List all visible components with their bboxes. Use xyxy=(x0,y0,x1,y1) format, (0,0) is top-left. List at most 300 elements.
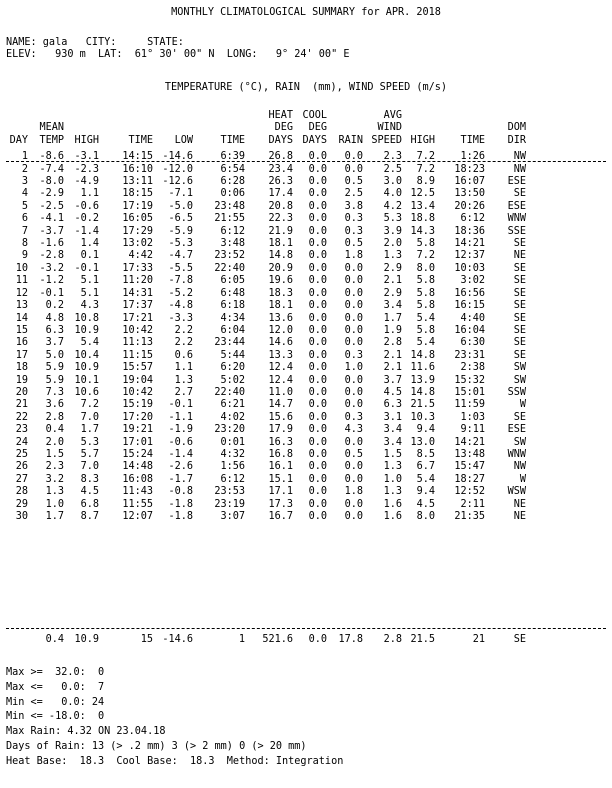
cell-wind-high: 9.4 xyxy=(416,424,435,436)
cell-day: 2 xyxy=(21,163,28,175)
cell-rain: 0.0 xyxy=(344,163,363,175)
cell-avg-wind-speed: 1.6 xyxy=(383,498,402,510)
cell-day: 7 xyxy=(21,225,28,237)
cell-day: 30 xyxy=(15,511,28,522)
totals-values xyxy=(6,634,526,646)
cell-rain: 1.8 xyxy=(344,250,363,262)
cell-avg-wind-speed: 2.1 xyxy=(383,349,402,361)
cell-cool-deg-days: 0.0 xyxy=(308,262,327,274)
units-line: TEMPERATURE (°C), RAIN (mm), WIND SPEED (m/s) xyxy=(164,82,448,93)
cell-dom-dir: SW xyxy=(513,436,526,448)
table-row xyxy=(6,226,526,238)
cell-heat-deg-days: 12.4 xyxy=(268,362,293,374)
cell-heat-deg-days: 20.9 xyxy=(268,262,293,274)
column-header-dom-dir: DOM xyxy=(507,122,526,134)
cell-rain: 0.0 xyxy=(344,511,363,522)
total-heat-deg-days: 521.6 xyxy=(262,634,293,645)
cell-high-time: 17:01 xyxy=(122,436,153,448)
cell-low-time: 1:56 xyxy=(220,461,245,473)
cell-wind-high-time: 9:11 xyxy=(460,424,485,436)
cell-low-time: 22:40 xyxy=(214,262,245,274)
total-rain: 17.8 xyxy=(338,634,363,645)
table-row xyxy=(6,263,526,275)
table-row xyxy=(6,164,526,176)
cell-wind-high-time: 15:01 xyxy=(454,386,485,398)
cell-high-time: 11:55 xyxy=(122,498,153,510)
cell-low-time: 6:39 xyxy=(220,151,245,163)
cell-dom-dir: SSE xyxy=(507,225,526,237)
cell-day: 20 xyxy=(15,386,28,398)
cell-avg-wind-speed: 2.1 xyxy=(383,275,402,287)
cell-high-time: 13:11 xyxy=(122,176,153,188)
cell-day: 4 xyxy=(21,188,28,200)
cell-low-temp: -5.0 xyxy=(168,200,193,212)
cell-mean-temp: -8.6 xyxy=(39,151,64,163)
station-name-line: NAME: gala CITY: STATE: xyxy=(6,37,184,48)
cell-rain: 0.0 xyxy=(344,324,363,336)
cell-high-time: 17:20 xyxy=(122,411,153,423)
cell-mean-temp: -0.1 xyxy=(39,287,64,299)
cell-high-time: 17:33 xyxy=(122,262,153,274)
cell-wind-high: 8.0 xyxy=(416,511,435,522)
cell-cool-deg-days: 0.0 xyxy=(308,424,327,436)
cell-high-time: 4:42 xyxy=(128,250,153,262)
cell-high-temp: 6.8 xyxy=(80,498,99,510)
cell-wind-high: 13.0 xyxy=(410,436,435,448)
cell-avg-wind-speed: 1.3 xyxy=(383,461,402,473)
cell-avg-wind-speed: 4.2 xyxy=(383,200,402,212)
table-row xyxy=(6,461,526,473)
total-high-time: 15 xyxy=(140,634,153,645)
cell-high-temp: -0.2 xyxy=(74,213,99,225)
column-header-wind-high-time: TIME xyxy=(460,134,485,146)
cell-low-temp: -5.2 xyxy=(168,287,193,299)
cell-heat-deg-days: 16.7 xyxy=(268,511,293,522)
cell-low-time: 0:06 xyxy=(220,188,245,200)
footer-line: Heat Base: 18.3 Cool Base: 18.3 Method: Integration xyxy=(6,755,344,767)
cell-cool-deg-days: 0.0 xyxy=(308,461,327,473)
cell-avg-wind-speed: 1.5 xyxy=(383,448,402,460)
cell-dom-dir: NW xyxy=(513,461,526,473)
table-row xyxy=(6,188,526,200)
cell-cool-deg-days: 0.0 xyxy=(308,386,327,398)
cell-wind-high-time: 6:12 xyxy=(460,213,485,225)
cell-avg-wind-speed: 1.0 xyxy=(383,473,402,485)
cell-wind-high-time: 16:07 xyxy=(454,176,485,188)
cell-day: 13 xyxy=(15,300,28,312)
cell-wind-high: 5.8 xyxy=(416,238,435,250)
cell-heat-deg-days: 18.1 xyxy=(268,238,293,250)
cell-low-temp: -1.9 xyxy=(168,424,193,436)
cell-low-time: 6:48 xyxy=(220,287,245,299)
cell-high-temp: 4.3 xyxy=(80,300,99,312)
cell-high-temp: 7.0 xyxy=(80,411,99,423)
cell-cool-deg-days: 0.0 xyxy=(308,250,327,262)
cell-wind-high: 6.7 xyxy=(416,461,435,473)
cell-low-temp: -0.8 xyxy=(168,486,193,498)
cell-mean-temp: 5.9 xyxy=(45,362,64,374)
cell-low-time: 23:48 xyxy=(214,200,245,212)
cell-wind-high: 7.2 xyxy=(416,151,435,163)
column-header-avg-wind-speed: WIND xyxy=(377,122,402,134)
cell-high-temp: -3.1 xyxy=(74,151,99,163)
cell-wind-high-time: 12:52 xyxy=(454,486,485,498)
cell-wind-high: 18.8 xyxy=(410,213,435,225)
cell-cool-deg-days: 0.0 xyxy=(308,213,327,225)
cell-wind-high-time: 12:37 xyxy=(454,250,485,262)
cell-high-time: 19:04 xyxy=(122,374,153,386)
cell-cool-deg-days: 0.0 xyxy=(308,511,327,522)
total-dom-dir: SE xyxy=(513,634,526,645)
cell-mean-temp: 3.7 xyxy=(45,337,64,349)
cell-low-temp: -6.5 xyxy=(168,213,193,225)
cell-heat-deg-days: 18.1 xyxy=(268,300,293,312)
cell-high-temp: 5.1 xyxy=(80,275,99,287)
cell-avg-wind-speed: 6.3 xyxy=(383,399,402,411)
table-row xyxy=(6,449,526,461)
cell-low-temp: -1.4 xyxy=(168,448,193,460)
table-row xyxy=(6,474,526,486)
cell-cool-deg-days: 0.0 xyxy=(308,300,327,312)
cell-rain: 0.0 xyxy=(344,312,363,324)
cell-day: 3 xyxy=(21,176,28,188)
cell-rain: 1.8 xyxy=(344,486,363,498)
cell-high-temp: 10.4 xyxy=(74,349,99,361)
cell-heat-deg-days: 26.8 xyxy=(268,151,293,163)
cell-high-temp: 8.3 xyxy=(80,473,99,485)
cell-wind-high: 7.2 xyxy=(416,250,435,262)
cell-high-time: 17:19 xyxy=(122,200,153,212)
cell-cool-deg-days: 0.0 xyxy=(308,362,327,374)
column-header-cool-deg-days: DAYS xyxy=(302,134,327,146)
cell-rain: 3.8 xyxy=(344,200,363,212)
cell-cool-deg-days: 0.0 xyxy=(308,287,327,299)
cell-day: 15 xyxy=(15,324,28,336)
cell-wind-high-time: 6:30 xyxy=(460,337,485,349)
cell-heat-deg-days: 16.8 xyxy=(268,448,293,460)
cell-low-time: 6:04 xyxy=(220,324,245,336)
cell-high-temp: 5.3 xyxy=(80,436,99,448)
cell-dom-dir: SE xyxy=(513,411,526,423)
cell-wind-high: 9.4 xyxy=(416,486,435,498)
table-row xyxy=(6,300,526,312)
cell-wind-high-time: 2:38 xyxy=(460,362,485,374)
cell-low-temp: -1.8 xyxy=(168,498,193,510)
cell-avg-wind-speed: 2.8 xyxy=(383,337,402,349)
cell-avg-wind-speed: 3.4 xyxy=(383,436,402,448)
cell-avg-wind-speed: 1.7 xyxy=(383,312,402,324)
cell-heat-deg-days: 21.9 xyxy=(268,225,293,237)
cell-high-temp: 7.2 xyxy=(80,399,99,411)
cell-avg-wind-speed: 3.7 xyxy=(383,374,402,386)
table-row xyxy=(6,424,526,436)
cell-avg-wind-speed: 1.6 xyxy=(383,511,402,522)
cell-low-time: 3:07 xyxy=(220,511,245,522)
cell-dom-dir: SE xyxy=(513,287,526,299)
cell-dom-dir: NE xyxy=(513,498,526,510)
cell-avg-wind-speed: 2.3 xyxy=(383,151,402,163)
cell-day: 27 xyxy=(15,473,28,485)
cell-wind-high-time: 18:36 xyxy=(454,225,485,237)
cell-low-temp: 2.7 xyxy=(174,386,193,398)
cell-low-time: 4:32 xyxy=(220,448,245,460)
climate-table xyxy=(6,110,526,523)
cell-dom-dir: SE xyxy=(513,188,526,200)
cell-wind-high: 5.8 xyxy=(416,287,435,299)
cell-day: 18 xyxy=(15,362,28,374)
table-row xyxy=(6,486,526,498)
cell-mean-temp: -3.2 xyxy=(39,262,64,274)
cell-wind-high: 8.9 xyxy=(416,176,435,188)
cell-wind-high-time: 1:03 xyxy=(460,411,485,423)
cell-heat-deg-days: 12.4 xyxy=(268,374,293,386)
cell-low-temp: -1.1 xyxy=(168,411,193,423)
cell-low-time: 23:20 xyxy=(214,424,245,436)
cell-day: 28 xyxy=(15,486,28,498)
cell-low-temp: -0.6 xyxy=(168,436,193,448)
table-row xyxy=(6,313,526,325)
cell-heat-deg-days: 23.4 xyxy=(268,163,293,175)
cell-high-temp: 10.1 xyxy=(74,374,99,386)
table-row xyxy=(6,238,526,250)
cell-wind-high-time: 14:21 xyxy=(454,436,485,448)
cell-high-temp: 5.7 xyxy=(80,448,99,460)
cell-high-time: 10:42 xyxy=(122,386,153,398)
cell-low-time: 6:28 xyxy=(220,176,245,188)
cell-high-temp: 5.4 xyxy=(80,337,99,349)
cell-mean-temp: 0.4 xyxy=(45,424,64,436)
cell-high-temp: 8.7 xyxy=(80,511,99,522)
cell-avg-wind-speed: 1.9 xyxy=(383,324,402,336)
cell-wind-high: 14.8 xyxy=(410,349,435,361)
cell-low-temp: -1.8 xyxy=(168,511,193,522)
cell-low-temp: -7.8 xyxy=(168,275,193,287)
cell-wind-high-time: 16:04 xyxy=(454,324,485,336)
cell-low-time: 6:21 xyxy=(220,399,245,411)
cell-day: 25 xyxy=(15,448,28,460)
cell-wind-high-time: 15:47 xyxy=(454,461,485,473)
cell-cool-deg-days: 0.0 xyxy=(308,436,327,448)
cell-day: 9 xyxy=(21,250,28,262)
cell-day: 5 xyxy=(21,200,28,212)
column-header-high-temp: HIGH xyxy=(74,134,99,146)
cell-low-time: 6:20 xyxy=(220,362,245,374)
cell-day: 23 xyxy=(15,424,28,436)
cell-rain: 0.0 xyxy=(344,374,363,386)
column-header-wind-high xyxy=(402,122,435,134)
cell-heat-deg-days: 15.1 xyxy=(268,473,293,485)
table-row xyxy=(6,325,526,337)
cell-rain: 0.0 xyxy=(344,498,363,510)
cell-wind-high: 11.6 xyxy=(410,362,435,374)
column-header-high-time: TIME xyxy=(128,134,153,146)
cell-day: 1 xyxy=(21,151,28,163)
cell-low-time: 23:53 xyxy=(214,486,245,498)
footer-line: Max >= 32.0: 0 xyxy=(6,667,105,678)
total-wind-high-time: 21 xyxy=(472,634,485,645)
column-header-avg-wind-speed: AVG xyxy=(383,110,402,121)
cell-wind-high-time: 4:40 xyxy=(460,312,485,324)
cell-mean-temp: 2.8 xyxy=(45,411,64,423)
cell-cool-deg-days: 0.0 xyxy=(308,151,327,163)
cell-heat-deg-days: 20.8 xyxy=(268,200,293,212)
cell-mean-temp: 4.8 xyxy=(45,312,64,324)
cell-avg-wind-speed: 2.5 xyxy=(383,163,402,175)
cell-heat-deg-days: 12.0 xyxy=(268,324,293,336)
total-cool-deg-days: 0.0 xyxy=(308,634,327,645)
cell-low-time: 6:18 xyxy=(220,300,245,312)
cell-avg-wind-speed: 1.3 xyxy=(383,486,402,498)
cell-high-temp: 1.1 xyxy=(80,188,99,200)
cell-wind-high: 13.4 xyxy=(410,200,435,212)
cell-rain: 0.5 xyxy=(344,176,363,188)
cell-cool-deg-days: 0.0 xyxy=(308,188,327,200)
cell-wind-high-time: 14:21 xyxy=(454,238,485,250)
cell-cool-deg-days: 0.0 xyxy=(308,275,327,287)
cell-day: 16 xyxy=(15,337,28,349)
cell-high-temp: -0.1 xyxy=(74,262,99,274)
cell-low-time: 4:02 xyxy=(220,411,245,423)
cell-avg-wind-speed: 3.0 xyxy=(383,176,402,188)
cell-wind-high-time: 20:26 xyxy=(454,200,485,212)
total-day xyxy=(6,634,28,646)
cell-day: 10 xyxy=(15,262,28,274)
cell-low-temp: -12.6 xyxy=(162,176,193,188)
cell-wind-high-time: 16:56 xyxy=(454,287,485,299)
cell-high-temp: -2.3 xyxy=(74,163,99,175)
cell-wind-high: 7.2 xyxy=(416,163,435,175)
cell-avg-wind-speed: 5.3 xyxy=(383,213,402,225)
column-header-dom-dir xyxy=(485,110,526,122)
cell-wind-high: 5.4 xyxy=(416,337,435,349)
header-row xyxy=(6,135,526,147)
cell-high-time: 17:37 xyxy=(122,300,153,312)
column-header-cool-deg-days: DEG xyxy=(308,122,327,134)
cell-dom-dir: SW xyxy=(513,374,526,386)
column-header-cool-deg-days: COOL xyxy=(302,110,327,121)
cell-mean-temp: -8.0 xyxy=(39,176,64,188)
cell-mean-temp: 7.3 xyxy=(45,386,64,398)
column-header-avg-wind-speed: SPEED xyxy=(371,134,402,146)
cell-high-time: 15:57 xyxy=(122,362,153,374)
cell-avg-wind-speed: 2.1 xyxy=(383,362,402,374)
column-header-wind-high-time xyxy=(435,122,485,134)
cell-cool-deg-days: 0.0 xyxy=(308,312,327,324)
cell-low-time: 6:54 xyxy=(220,163,245,175)
cell-low-time: 22:40 xyxy=(214,386,245,398)
column-header-high-temp xyxy=(64,122,99,134)
column-header-low-time xyxy=(193,122,245,134)
cell-day: 17 xyxy=(15,349,28,361)
cell-cool-deg-days: 0.0 xyxy=(308,448,327,460)
table-row xyxy=(6,275,526,287)
cell-high-temp: 10.8 xyxy=(74,312,99,324)
cell-dom-dir: WNW xyxy=(507,448,526,460)
cell-heat-deg-days: 16.1 xyxy=(268,461,293,473)
cell-wind-high: 21.5 xyxy=(410,399,435,411)
cell-high-temp: 10.9 xyxy=(74,324,99,336)
cell-mean-temp: 3.2 xyxy=(45,473,64,485)
cell-low-temp: 1.1 xyxy=(174,362,193,374)
cell-high-time: 11:20 xyxy=(122,275,153,287)
cell-low-time: 6:05 xyxy=(220,275,245,287)
cell-high-temp: 5.1 xyxy=(80,287,99,299)
cell-day: 12 xyxy=(15,287,28,299)
cell-cool-deg-days: 0.0 xyxy=(308,324,327,336)
cell-wind-high-time: 11:59 xyxy=(454,399,485,411)
cell-low-time: 6:12 xyxy=(220,225,245,237)
cell-rain: 2.5 xyxy=(344,188,363,200)
cell-wind-high-time: 21:35 xyxy=(454,511,485,522)
cell-mean-temp: 3.6 xyxy=(45,399,64,411)
cell-wind-high: 5.8 xyxy=(416,324,435,336)
cell-wind-high-time: 13:48 xyxy=(454,448,485,460)
cell-rain: 0.0 xyxy=(344,275,363,287)
table-row xyxy=(6,511,526,523)
cell-rain: 0.3 xyxy=(344,225,363,237)
cell-mean-temp: 1.5 xyxy=(45,448,64,460)
cell-low-temp: -14.6 xyxy=(162,151,193,163)
cell-high-temp: -1.4 xyxy=(74,225,99,237)
cell-wind-high: 8.5 xyxy=(416,448,435,460)
cell-mean-temp: 1.3 xyxy=(45,486,64,498)
footer-line: Min <= -18.0: 0 xyxy=(6,711,105,723)
footer-line: Days of Rain: 13 (> .2 mm) 3 (> 2 mm) 0 (> 20 mm) xyxy=(6,741,307,752)
cell-high-time: 16:05 xyxy=(122,213,153,225)
cell-high-temp: 10.6 xyxy=(74,386,99,398)
cell-cool-deg-days: 0.0 xyxy=(308,176,327,188)
cell-rain: 0.0 xyxy=(344,337,363,349)
cell-day: 6 xyxy=(21,213,28,225)
cell-rain: 0.0 xyxy=(344,151,363,163)
cell-cool-deg-days: 0.0 xyxy=(308,486,327,498)
cell-cool-deg-days: 0.0 xyxy=(308,163,327,175)
table-row xyxy=(6,375,526,387)
cell-high-time: 11:15 xyxy=(122,349,153,361)
header-divider xyxy=(6,161,606,162)
cell-mean-temp: 2.3 xyxy=(45,461,64,473)
cell-dom-dir: ESE xyxy=(507,424,526,436)
cell-high-time: 15:19 xyxy=(122,399,153,411)
cell-rain: 0.3 xyxy=(344,349,363,361)
cell-day: 19 xyxy=(15,374,28,386)
cell-avg-wind-speed: 2.9 xyxy=(383,287,402,299)
cell-rain: 0.0 xyxy=(344,461,363,473)
column-header-low-temp xyxy=(153,110,193,122)
column-header-low-time xyxy=(193,110,245,122)
cell-heat-deg-days: 13.6 xyxy=(268,312,293,324)
cell-mean-temp: 0.2 xyxy=(45,300,64,312)
table-row xyxy=(6,437,526,449)
total-wind-high: 21.5 xyxy=(410,634,435,645)
cell-low-time: 23:19 xyxy=(214,498,245,510)
column-header-rain xyxy=(327,122,363,134)
cell-low-temp: -4.8 xyxy=(168,300,193,312)
cell-avg-wind-speed: 1.3 xyxy=(383,250,402,262)
cell-wind-high: 14.8 xyxy=(410,386,435,398)
cell-mean-temp: -1.2 xyxy=(39,275,64,287)
cell-low-temp: 2.2 xyxy=(174,337,193,349)
cell-wind-high: 14.3 xyxy=(410,225,435,237)
cell-low-time: 4:34 xyxy=(220,312,245,324)
column-header-low-temp: LOW xyxy=(174,134,193,146)
cell-dom-dir: WSW xyxy=(507,486,526,498)
cell-low-temp: 2.2 xyxy=(174,324,193,336)
table-row xyxy=(6,412,526,424)
table-row xyxy=(6,350,526,362)
column-header-wind-high-time xyxy=(435,110,485,122)
footer-line: Min <= 0.0: 24 xyxy=(6,696,105,708)
